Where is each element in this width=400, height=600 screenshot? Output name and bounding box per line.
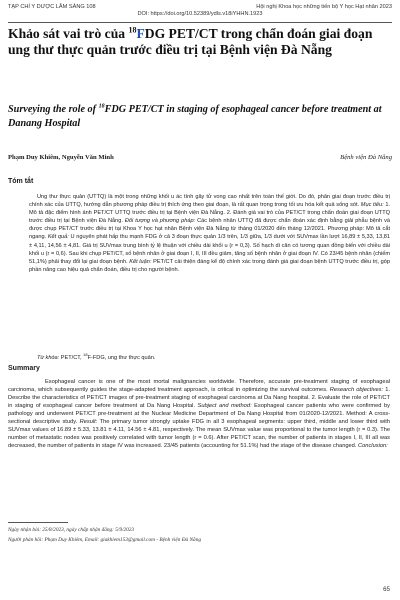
footnote-divider — [8, 522, 68, 523]
byline — [8, 154, 392, 161]
conference-name: Hội nghị Khoa học những tiến bộ Y học Hạt nhân 2023 — [256, 4, 392, 10]
summary-vi-heading: Tóm tắt — [8, 178, 34, 185]
page-number: 65 — [383, 586, 390, 593]
abstract-english: Esophageal cancer is one of the most mortal malignancies worldwide. Therefore, accurate pre-treatment staging of esophageal carcinoma, which subsequently guides the stage-adapted treatment approach, is critical in optimizing the survival outcomes. Research objectives: 1. Describe the characteristics of PET/CT images of pre-treatment staging of esophageal carcinoma at Da Nang hospital. 2. Evaluate the role of PET/CT in staging of esophageal cancer before treatment at Da Nang Hospital. Subject and method: Esophageal cancer patients who were confirmed by pathology and underwent PET/CT pre-treatment at the Nuclear Medicine Department of Da Nang Hospital from 01/2020-12/2021. Method: A cross-sectional descriptive study. Result: The primary tumor strongly uptake FDG in all 3 esophageal segments: upper third, middle and lower third with SUVmax values of 16.89 ± 5.33, 13.81 ± 4.11, 14.56 ± 4.81, respectively. The mean SUVmax value was proportional to the tumor length (r = 0.3). The number of metastatic nodes was positively correlated with tumor length (r = 0.6). After PET/CT scan, the number of patients in stages I, II, III all was decreased, the number of patients in stage IV was increased. 23/45 patients (accounting for 51.1%) had the stage of the disease changed. Conclusion: — [8, 379, 390, 450]
journal-name: TẠP CHÍ Y DƯỢC LÂM SÀNG 108 — [8, 4, 96, 10]
authors: Phạm Duy Khiêm, Nguyễn Văn Minh — [8, 154, 114, 161]
affiliation: Bệnh viện Đà Nẵng — [340, 154, 392, 161]
title-english: Surveying the role of $^{18}$FDG PET/CT in staging of esophageal cancer before treatment at Danang Hospital — [8, 103, 382, 129]
summary-en-heading: Summary — [8, 365, 40, 372]
footnote-responsible: Người phản hồi: Phạm Duy Khiêm, Email: giakhiem153@gmail.com - Bệnh viện Đà Nẵng — [8, 537, 202, 543]
running-header — [8, 4, 392, 17]
title-vietnamese: Khảo sát vai trò của $^{18}$FDG PET/CT trong chẩn đoán giai đoạn ung thư thực quản trước điều trị tại Bệnh viện Đà Nẵng — [8, 25, 373, 57]
header-divider — [8, 22, 392, 23]
footnote-dates: Ngày nhận bài: 25/8/2023, ngày chấp nhận đăng: 5/9/2023 — [8, 527, 135, 533]
keywords-vietnamese: Từ khóa: PET/CT, $^{18}$F-FDG, ung thư thực quản. — [37, 352, 156, 361]
abstract-vietnamese: Ung thư thực quản (UTTQ) là một trong những khối u ác tính gây tử vong cao nhất trên toàn thế giới. Do đó, phân giai đoạn trước điều trị chính xác của UTTQ, hướng dẫn phương pháp điều trị thích ứng theo giai đoạn, là rất quan trọng trong tối ưu hóa kết quả sống sót. Mục tiêu: 1. Mô tả đặc điểm hình ảnh PET/CT UTTQ trước điều trị tại Bệnh viện Đà Nẵng. 2. Đánh giá vai trò của PET/CT trong chẩn đoán giai đoạn UTTQ trước điều trị tại Bệnh viện Đà Nẵng. Đối tượng và phương pháp: Các bệnh nhân UTTQ đã được chẩn đoán xác định bằng giải phẫu bệnh và được chụp PET/CT trước điều trị tại Khoa Y học hạt nhân Bệnh viện Đà Nẵng từ tháng 01/2020 đến tháng 12/2021. Phương pháp: Mô tả cắt ngang. Kết quả: U nguyên phát hấp thu mạnh FDG ở cả 3 đoạn thực quản 1/3 trên, 1/3 giữa, 1/3 dưới với SUVmax lần lượt 16,89 ± 5,33, 13,81 ± 4,11, 14,56 ± 4,81. Giá trị SUVmax trung bình tỷ lệ thuận với chiều dài khối u (r = 0,3). Số hạch di căn có tương quan đồng biến với chiều dài khối u (r = 0,6). Sau khi chụp PET/CT, số bệnh nhân ở giai đoạn I, II, III đều giảm, tăng số bệnh nhân ở giai đoạn IV. Có 23/45 bệnh nhân (chiếm 51,1%) phải thay đổi lại giai đoạn bệnh. Kết luận: PET/CT cải thiện đáng kể độ chính xác trong đánh giá giai đoạn bệnh UTTQ trước điều trị, góp phần nâng cao hiệu quả chẩn đoán, điều trị cho người bệnh. — [29, 194, 390, 273]
doi-link[interactable]: DOI: https://doi.org/10.52389/ydls.v18iYHHN.1923 — [137, 11, 263, 17]
